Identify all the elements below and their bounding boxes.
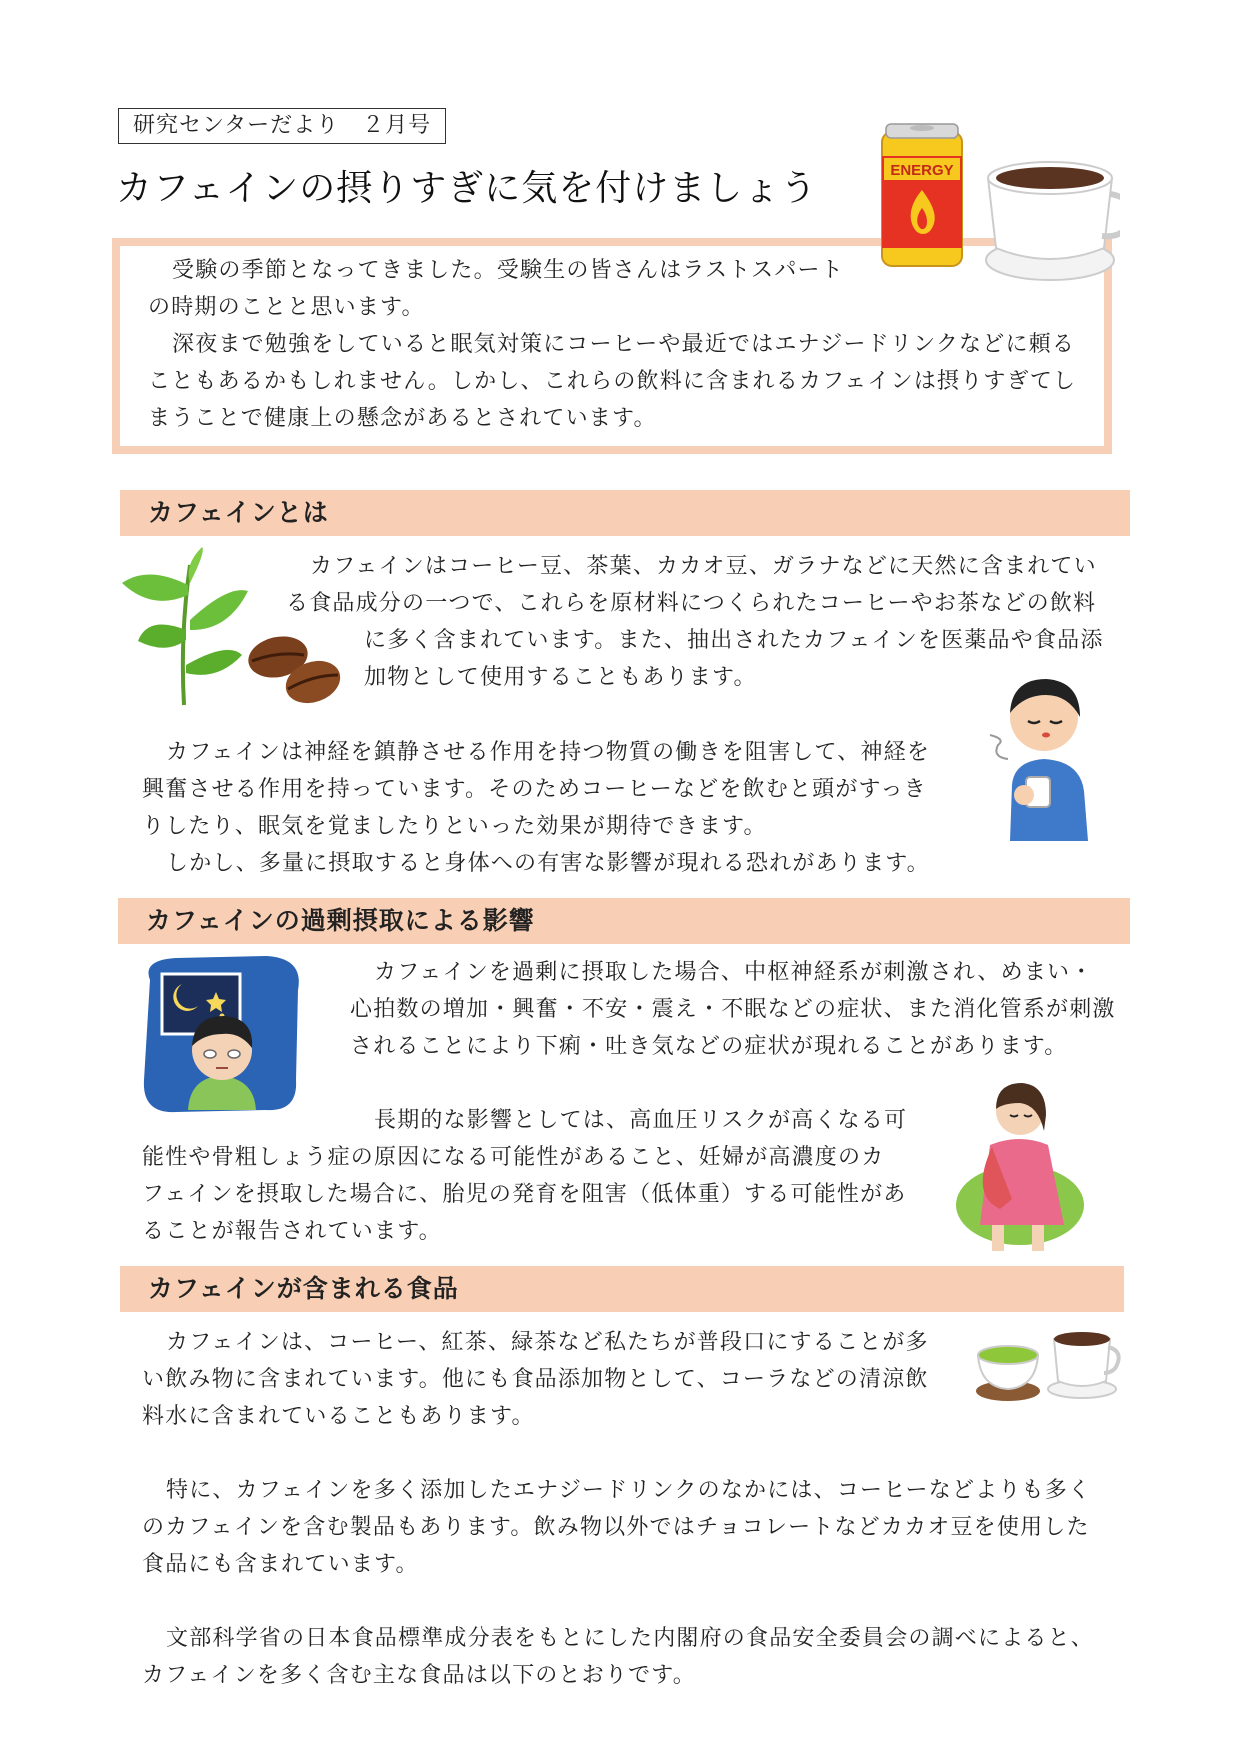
section-heading-caffeine: カフェインとは	[120, 490, 1130, 536]
coffee-cup-icon	[986, 162, 1120, 280]
section2-text: カフェインを過剰に摂取した場合、中枢神経系が刺激され、めまい・	[374, 960, 1094, 985]
section1-text: カフェインは神経を鎮静させる作用を持つ物質の働きを阻害して、神経を	[166, 740, 931, 765]
green-tea-cup-icon	[976, 1346, 1040, 1401]
intro-line: 受験の季節となってきました。受験生の皆さんはラストスパート	[172, 258, 844, 283]
section1-text: りしたり、眠気を覚ましたりといった効果が期待できます。	[142, 814, 767, 839]
coffee-cup-small-icon	[1048, 1332, 1119, 1398]
page-title: カフェインの摂りすぎに気を付けましょう	[116, 168, 818, 209]
section2-text: 長期的な影響としては、高血圧リスクが高くなる可	[374, 1108, 908, 1133]
section3-text: 食品にも含まれています。	[142, 1552, 419, 1577]
section2-text: フェインを摂取した場合に、胎児の発育を阻害（低体重）する可能性があ	[142, 1182, 907, 1207]
section-heading-foods: カフェインが含まれる食品	[120, 1266, 1124, 1312]
man-drinking-coffee-illustration	[984, 665, 1104, 845]
tea-and-coffee-cups-illustration	[972, 1325, 1122, 1405]
section1-text: に多く含まれています。また、抽出されたカフェインを医薬品や食品添	[364, 628, 1104, 653]
section3-text: のカフェインを含む製品もあります。飲み物以外ではチョコレートなどカカオ豆を使用した	[142, 1515, 1090, 1540]
section1-text: 興奮させる作用を持っています。そのためコーヒーなどを飲むと頭がすっき	[142, 777, 927, 802]
section2-text: 能性や骨粗しょう症の原因になる可能性があること、妊婦が高濃度のカ	[142, 1145, 885, 1170]
section2-text: 心拍数の増加・興奮・不安・震え・不眠などの症状、また消化管系が刺激	[350, 997, 1116, 1022]
section3-text: い飲み物に含まれています。他にも食品添加物として、コーラなどの清涼飲	[142, 1367, 929, 1392]
section3-text: カフェインは、コーヒー、紅茶、緑茶など私たちが普段口にすることが多	[166, 1330, 929, 1355]
pregnant-woman-icon	[956, 1083, 1084, 1251]
energy-can-label: ENERGY	[890, 162, 954, 179]
tea-leaf-icon	[122, 547, 248, 705]
section3-text: 文部科学省の日本食品標準成分表をもとにした内閣府の食品安全委員会の調べによると、	[166, 1626, 1095, 1651]
section2-text: されることにより下痢・吐き気などの症状が現れることがあります。	[350, 1034, 1068, 1059]
newsletter-tag: 研究センターだより ２月号	[118, 108, 446, 144]
section3-text: カフェインを多く含む主な食品は以下のとおりです。	[142, 1663, 696, 1688]
energy-drink-coffee-illustration	[870, 118, 1120, 298]
sleepless-person-icon	[144, 956, 299, 1112]
section1-text: しかし、多量に摂取すると身体への有害な影響が現れる恐れがあります。	[166, 851, 930, 876]
energy-can-icon	[882, 124, 962, 266]
intro-line: 深夜まで勉強をしていると眠気対策にコーヒーや最近ではエナジードリンクなどに頼る	[172, 332, 1076, 357]
intro-line: まうことで健康上の懸念があるとされています。	[148, 406, 657, 431]
section1-text: 加物として使用することもあります。	[364, 665, 757, 690]
man-drinking-icon	[990, 679, 1088, 841]
intro-line: の時期のことと思います。	[148, 295, 425, 320]
sleepless-person-illustration	[136, 950, 308, 1118]
section1-text: る食品成分の一つで、これらを原材料につくられたコーヒーやお茶などの飲料	[286, 591, 1097, 616]
section2-text: ることが報告されています。	[142, 1219, 442, 1244]
section3-text: 料水に含まれていることもあります。	[142, 1404, 535, 1429]
section1-text: カフェインはコーヒー豆、茶葉、カカオ豆、ガラナなどに天然に含まれてい	[310, 554, 1097, 579]
section-heading-overdose: カフェインの過剰摂取による影響	[118, 898, 1130, 944]
intro-line: こともあるかもしれません。しかし、これらの飲料に含まれるカフェインは摂りすぎてし	[148, 369, 1077, 394]
pregnant-woman-illustration	[952, 1075, 1090, 1257]
coffee-bean-icon	[244, 631, 346, 710]
section3-text: 特に、カフェインを多く添加したエナジードリンクのなかには、コーヒーなどよりも多く	[166, 1478, 1092, 1503]
